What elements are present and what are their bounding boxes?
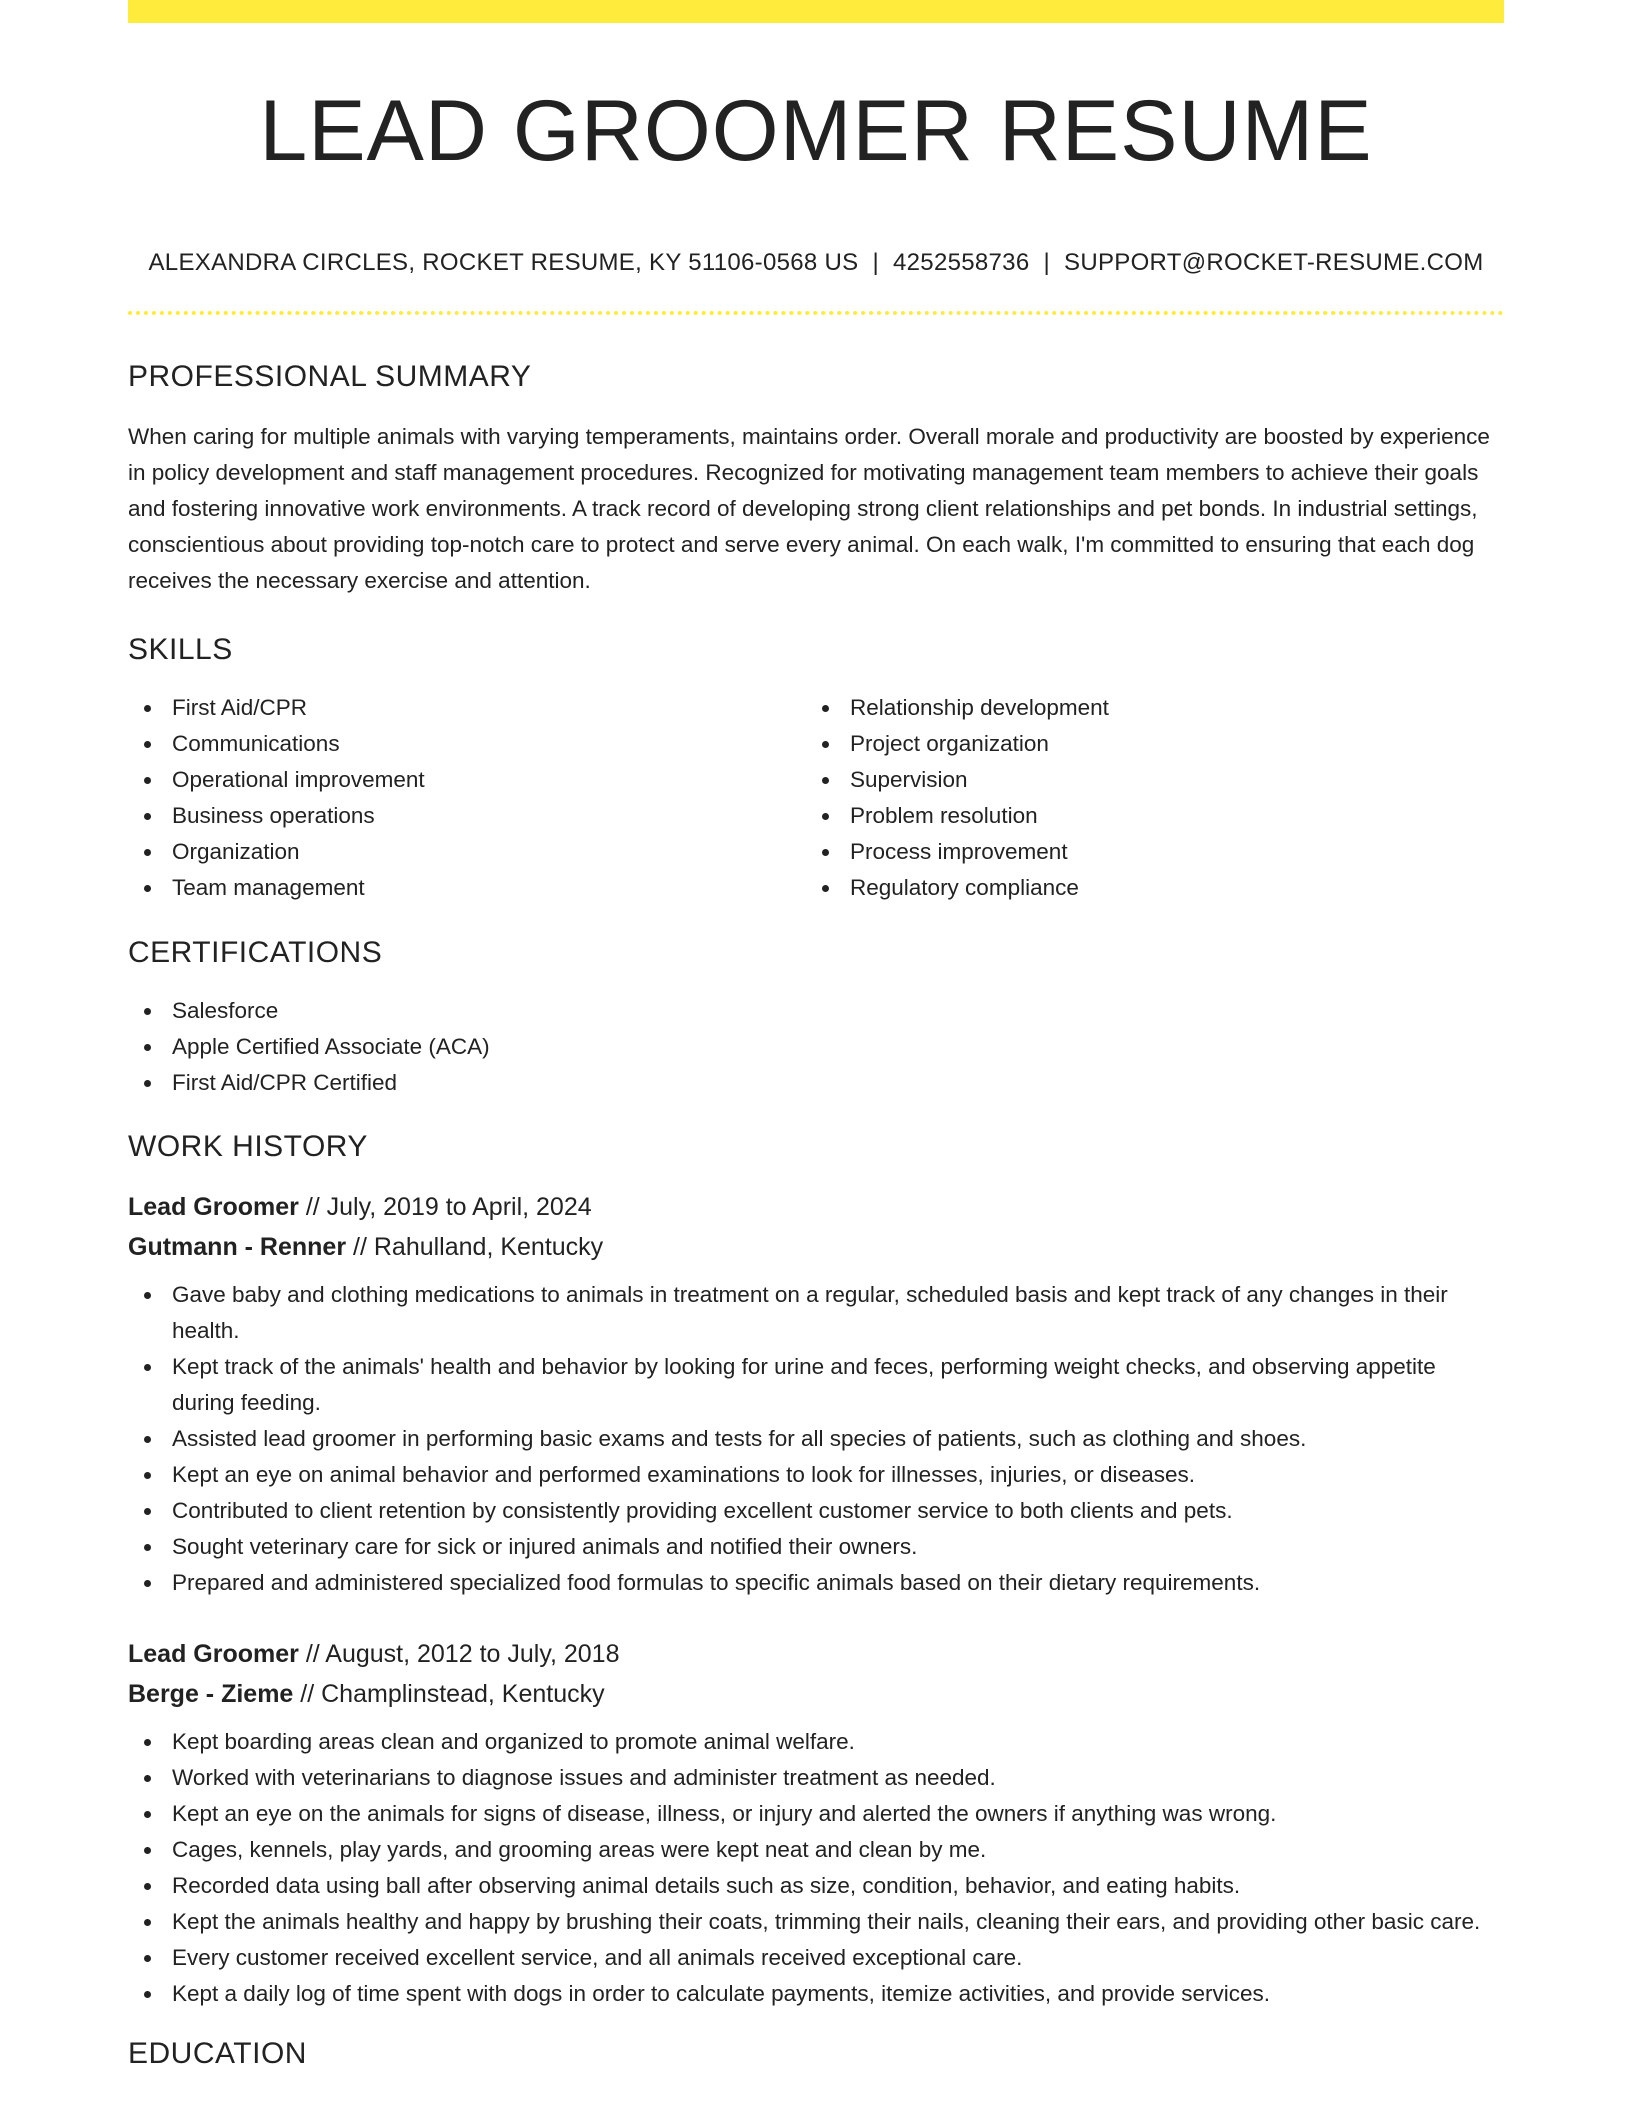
job-title-line xyxy=(128,1187,1504,1227)
certifications-list xyxy=(128,993,1504,1101)
skill-item: Problem resolution xyxy=(806,798,1484,834)
accent-top-bar xyxy=(128,0,1504,23)
job-duty: Kept the animals healthy and happy by brushing their coats, trimming their nails, cleaning their ears, and providing other basic care. xyxy=(128,1904,1504,1940)
skills-heading: SKILLS xyxy=(128,633,233,666)
contact-separator: | xyxy=(872,249,879,276)
contact-address: ALEXANDRA CIRCLES, ROCKET RESUME, KY 51106-0568 US xyxy=(148,249,859,276)
job-duty: Every customer received excellent service, and all animals received exceptional care. xyxy=(128,1940,1504,1976)
job-dates: // August, 2012 to July, 2018 xyxy=(298,1640,620,1668)
skill-item: Relationship development xyxy=(806,690,1484,726)
skills-list-left xyxy=(128,690,806,906)
job-title: Lead Groomer xyxy=(128,1193,299,1221)
job-company-line xyxy=(128,1674,1504,1714)
job-duty: Sought veterinary care for sick or injured animals and notified their owners. xyxy=(128,1529,1504,1565)
certification-item: Apple Certified Associate (ACA) xyxy=(128,1029,1504,1065)
skill-item: Communications xyxy=(128,726,806,762)
job-company: Berge - Zieme xyxy=(128,1680,294,1708)
job-duty: Kept an eye on the animals for signs of disease, illness, or injury and alerted the owners if anything was wrong. xyxy=(128,1796,1504,1832)
job-title: Lead Groomer xyxy=(128,1640,299,1668)
job-company-line xyxy=(128,1227,1504,1267)
certifications-heading: CERTIFICATIONS xyxy=(128,936,383,969)
job-entry xyxy=(128,1187,1504,1601)
skill-item: Project organization xyxy=(806,726,1484,762)
contact-separator: | xyxy=(1043,249,1051,276)
job-duty: Cages, kennels, play yards, and grooming areas were kept neat and clean by me. xyxy=(128,1832,1504,1868)
contact-phone: 4252558736 xyxy=(893,249,1030,276)
job-duties-list xyxy=(128,1277,1504,1601)
job-duty: Gave baby and clothing medications to animals in treatment on a regular, scheduled basis and kept track of any changes in their health. xyxy=(128,1277,1504,1349)
job-entry xyxy=(128,1634,1504,2012)
skill-item: Supervision xyxy=(806,762,1484,798)
skill-item: Organization xyxy=(128,834,806,870)
job-duty: Kept a daily log of time spent with dogs in order to calculate payments, itemize activities, and provide services. xyxy=(128,1976,1504,2012)
summary-text: When caring for multiple animals with varying temperaments, maintains order. Overall morale and productivity are boosted by experience in policy development and staff management procedures. Recognized for motivating management team members to achieve their goals and fostering innovative work environments. A track record of developing strong client relationships and pet bonds. In industrial settings, conscientious about providing top-notch care to protect and serve every animal. On each walk, I'm committed to ensuring that each dog receives the necessary exercise and attention. xyxy=(128,424,1490,593)
skill-item: First Aid/CPR xyxy=(128,690,806,726)
job-duty: Kept track of the animals' health and behavior by looking for urine and feces, performing weight checks, and observing appetite during feeding. xyxy=(128,1349,1504,1421)
certification-item: First Aid/CPR Certified xyxy=(128,1065,1504,1101)
job-duty: Worked with veterinarians to diagnose issues and administer treatment as needed. xyxy=(128,1760,1504,1796)
job-duties-list xyxy=(128,1724,1504,2012)
job-dates: // July, 2019 to April, 2024 xyxy=(298,1193,592,1221)
job-location: // Rahulland, Kentucky xyxy=(346,1233,604,1261)
job-duty: Recorded data using ball after observing animal details such as size, condition, behavior, and eating habits. xyxy=(128,1868,1504,1904)
skills-grid xyxy=(128,690,1504,906)
contact-line xyxy=(128,248,1504,278)
job-duty: Contributed to client retention by consistently providing excellent customer service to both clients and pets. xyxy=(128,1493,1504,1529)
work-history-heading: WORK HISTORY xyxy=(128,1130,368,1163)
resume-title: LEAD GROOMER RESUME xyxy=(259,83,1373,179)
dotted-divider xyxy=(128,311,1504,315)
job-location: // Champlinstead, Kentucky xyxy=(293,1680,605,1708)
skills-list-right xyxy=(806,690,1484,906)
education-heading: EDUCATION xyxy=(128,2037,307,2070)
job-duty: Kept boarding areas clean and organized to promote animal welfare. xyxy=(128,1724,1504,1760)
job-duty: Prepared and administered specialized food formulas to specific animals based on their dietary requirements. xyxy=(128,1565,1504,1601)
skill-item: Team management xyxy=(128,870,806,906)
certification-item: Salesforce xyxy=(128,993,1504,1029)
summary-heading: PROFESSIONAL SUMMARY xyxy=(128,360,532,393)
job-duty: Kept an eye on animal behavior and performed examinations to look for illnesses, injuries, or diseases. xyxy=(128,1457,1504,1493)
skill-item: Operational improvement xyxy=(128,762,806,798)
skill-item: Process improvement xyxy=(806,834,1484,870)
job-company: Gutmann - Renner xyxy=(128,1233,347,1261)
resume-page xyxy=(128,0,1504,2072)
job-duty: Assisted lead groomer in performing basic exams and tests for all species of patients, such as clothing and shoes. xyxy=(128,1421,1504,1457)
job-title-line xyxy=(128,1634,1504,1674)
skill-item: Regulatory compliance xyxy=(806,870,1484,906)
skill-item: Business operations xyxy=(128,798,806,834)
contact-email: SUPPORT@ROCKET-RESUME.COM xyxy=(1064,249,1484,276)
